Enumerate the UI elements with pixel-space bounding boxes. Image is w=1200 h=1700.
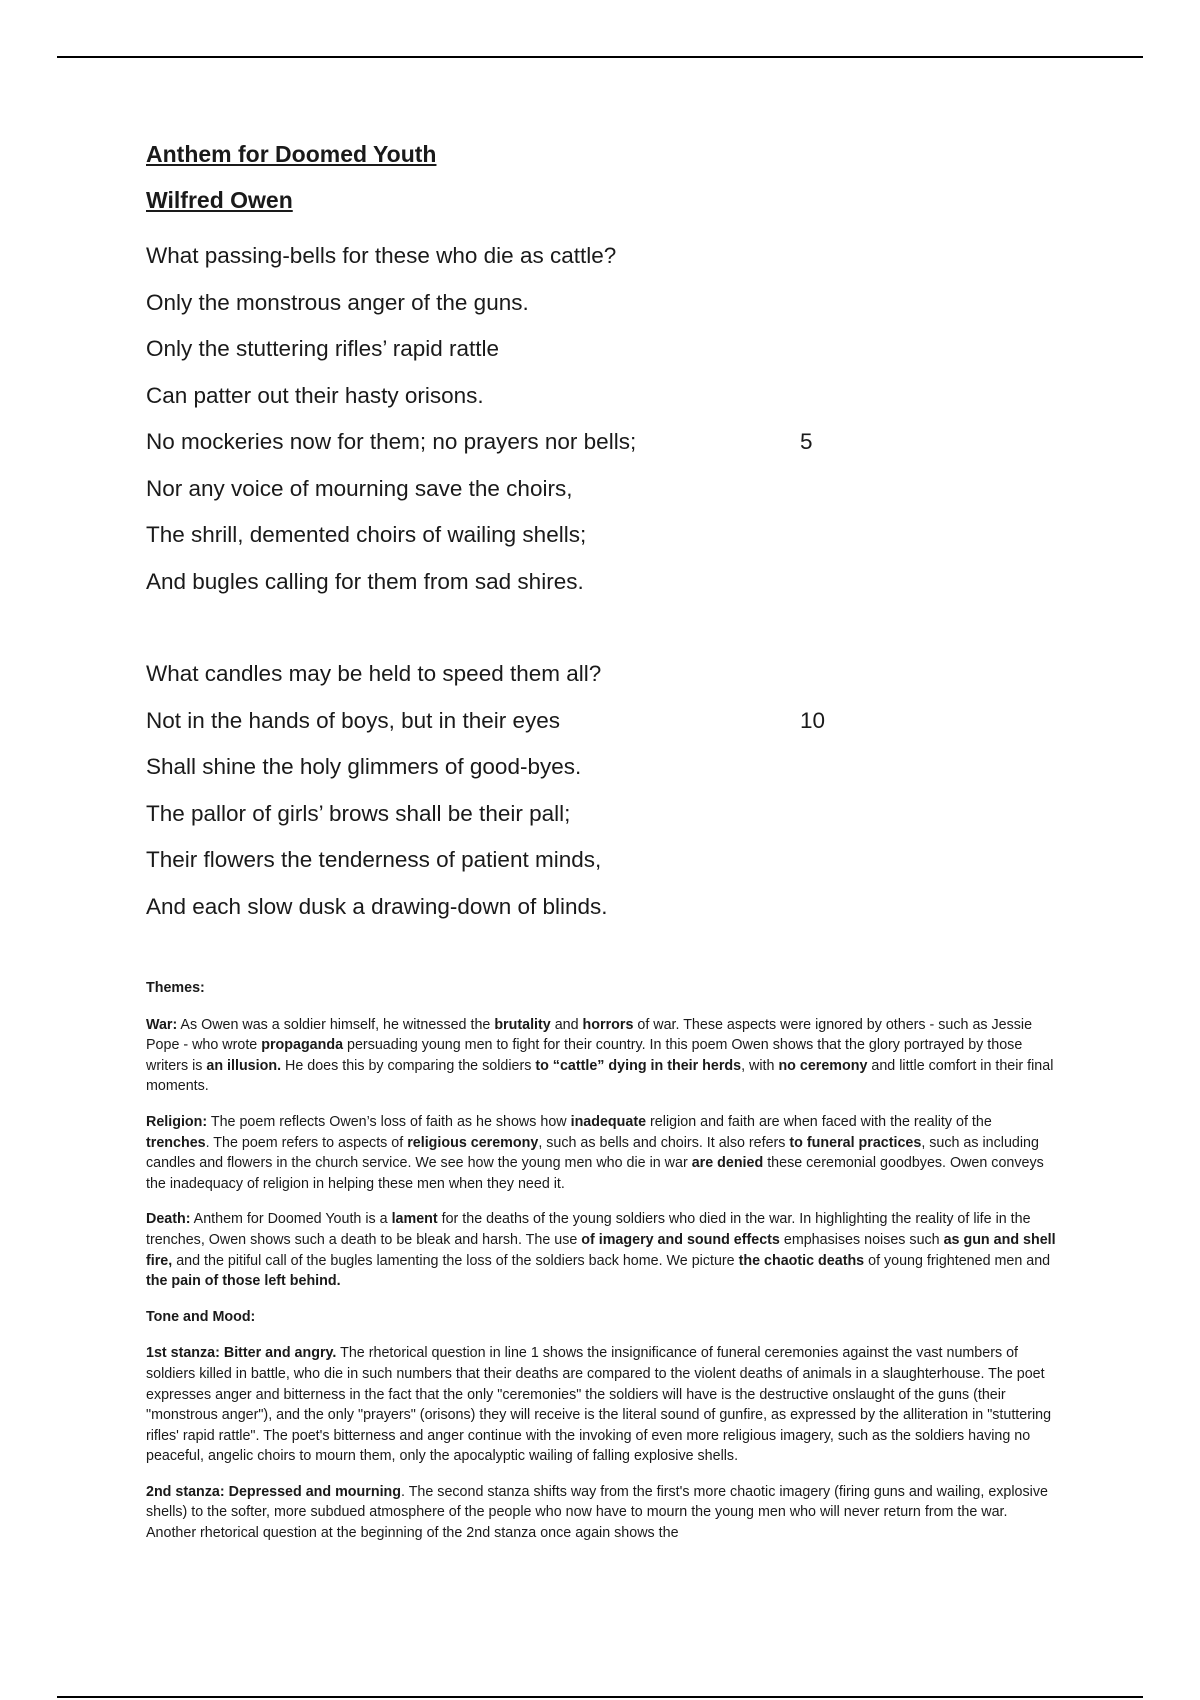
poem-line: Can patter out their hasty orisons. [146, 382, 484, 408]
poem-line: The shrill, demented choirs of wailing shells; [146, 522, 587, 547]
tone-label: 1st stanza: Bitter and angry. [146, 1345, 337, 1362]
poem-line: What candles may be held to speed them all? [146, 661, 602, 686]
poem-line: Shall shine the holy glimmers of good-byes. [146, 754, 582, 779]
theme-death: Death: Anthem for Doomed Youth is a lament for the deaths of the young soldiers who died in the war. In highlighting the reality of life in the trenches, Owen shows such a death to be bleak and harsh. The use of imagery and sound effects emphasises noises such as gun and shell fire, and the pitiful call of the bugles lamenting the loss of the soldiers back home. We picture the chaotic deaths of young frightened men and the pain of those left behind. [146, 1211, 1056, 1290]
poem-line: Only the stuttering rifles’ rapid rattle [146, 336, 500, 361]
poem-line: No mockeries now for them; no prayers nor bells; 5 [146, 419, 1056, 466]
line-number: 10 [800, 707, 826, 733]
line-number: 5 [800, 429, 813, 454]
theme-label: Death: [146, 1211, 191, 1228]
tone-stanza-2: 2nd stanza: Depressed and mourning. The second stanza shifts way from the first's more chaotic imagery (firing guns and wailing, explosive shells) to the softer, more subdued atmosphere of the people who now have to mourn the young men who will never return from the war. Another rhetorical question at the beginning of the 2nd stanza once again shows the [146, 1483, 1048, 1542]
poem-line: The pallor of girls’ brows shall be their pall; [146, 800, 571, 826]
poem-title: Anthem for Doomed Youth [146, 141, 437, 167]
stanza-2 [146, 651, 1056, 930]
bottom-rule [57, 1696, 1143, 1698]
poem-line: Their flowers the tenderness of patient minds, [146, 847, 602, 872]
study-notes [146, 978, 1056, 1544]
document-body [146, 140, 1056, 1559]
theme-label: War: [146, 1016, 178, 1033]
poem-line: And bugles calling for them from sad shires. [146, 568, 584, 594]
poem-line: Nor any voice of mourning save the choirs, [146, 475, 573, 501]
tone-stanza-1: 1st stanza: Bitter and angry. The rhetorical question in line 1 shows the insignificance of funeral ceremonies against the vast numbers of soldiers killed in battle, who die in such numbers that their deaths are compared to the violent deaths of animals in a slaughterhouse. The poet expresses anger and bitterness in the fact that the only "ceremonies" the soldiers will have is the destructive onslaught of the guns (their "monstrous anger"), and the only "prayers" (orisons) they will receive is the literal sound of gunfire, as expressed by the alliteration in "stuttering rifles' rapid rattle". The poet's bitterness and anger continue with the invoking of even more religious imagery, such as the soldiers having no peaceful, angelic choirs to mourn them, only the apocalyptic wailing of falling explosive shells. [146, 1345, 1052, 1465]
poem-line: And each slow dusk a drawing-down of blinds. [146, 893, 608, 919]
theme-label: Religion: [146, 1113, 208, 1130]
tone-label: 2nd stanza: Depressed and mourning [146, 1483, 402, 1500]
tone-heading: Tone and Mood: [146, 1308, 256, 1325]
theme-religion: Religion: The poem reflects Owen’s loss of faith as he shows how inadequate religion and faith are when faced with the reality of the trenches. The poem refers to aspects of religious ceremony, such as bells and choirs. It also refers to funeral practices, such as including candles and flowers in the church service. We see how the young men who die in war are denied these ceremonial goodbyes. Owen conveys the inadequacy of religion in helping these men when they need it. [146, 1113, 1044, 1192]
poem-line: Not in the hands of boys, but in their eyes 10 [146, 698, 1056, 745]
poem-line: What passing-bells for these who die as cattle? [146, 243, 617, 268]
top-rule [57, 56, 1143, 58]
theme-war: War: As Owen was a soldier himself, he witnessed the brutality and horrors of war. These aspects were ignored by others - such as Jessie Pope - who wrote propaganda persuading young men to fight for their country. In this poem Owen shows that the glory portrayed by those writers is an illusion. He does this by comparing the soldiers to “cattle” dying in their herds, with no ceremony and little comfort in their final moments. [146, 1016, 1054, 1095]
stanza-1 [146, 233, 1056, 605]
themes-heading: Themes: [146, 980, 205, 996]
poem-line: Only the monstrous anger of the guns. [146, 289, 529, 315]
poem-author: Wilfred Owen [146, 187, 293, 213]
